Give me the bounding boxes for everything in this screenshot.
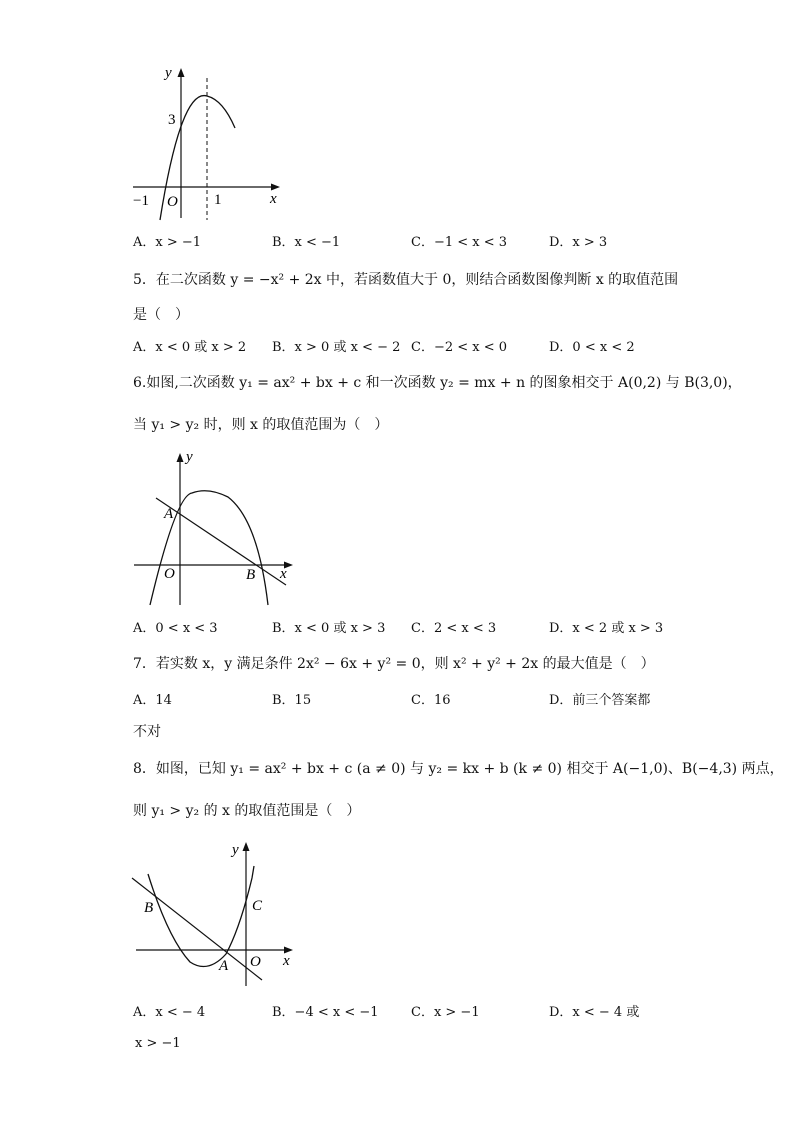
q6-fig-point-a: A	[164, 506, 174, 522]
q5-option-c: C．−2 < x < 0	[411, 340, 508, 355]
q8-fig-point-a: A	[219, 958, 229, 974]
q7-option-a: A．14	[133, 693, 172, 708]
q4-option-d: D．x > 3	[549, 235, 608, 250]
q8-fig-x-label: x	[283, 953, 290, 969]
q7-stem-line1: 7．若实数 x，y 满足条件 2x² − 6x + y² = 0，则 x² + y² + 2x 的最大值是（ ）	[133, 656, 655, 672]
q6-fig-point-b: B	[246, 567, 256, 583]
q8-option-a: A．x < − 4	[133, 1005, 206, 1020]
q8-option-c: C．x > −1	[411, 1005, 480, 1020]
q7-option-d-wrap: 不对	[133, 724, 161, 740]
q8-stem-line2: 则 y₁ > y₂ 的 x 的取值范围是（ ）	[133, 803, 361, 819]
fig4-y-label: y	[165, 65, 172, 81]
q6-option-c: C．2 < x < 3	[411, 621, 497, 636]
q8-fig-point-c: C	[252, 898, 263, 914]
fig4-tick-3: 3	[168, 112, 176, 128]
q8-figure	[128, 838, 303, 988]
q4-option-c: C．−1 < x < 3	[411, 235, 508, 250]
q6-figure	[128, 445, 303, 610]
q8-option-b: B．−4 < x < −1	[272, 1005, 379, 1020]
q6-stem-line2: 当 y₁ > y₂ 时，则 x 的取值范围为（ ）	[133, 417, 389, 433]
q7-option-c: C．16	[411, 693, 451, 708]
q4-figure	[125, 60, 285, 225]
q8-fig-point-b: B	[144, 900, 154, 916]
q6-option-a: A．0 < x < 3	[133, 621, 218, 636]
fig4-tick-neg1: −1	[133, 193, 149, 209]
q8-fig-y-label: y	[232, 842, 239, 858]
fig4-tick-1: 1	[214, 192, 222, 208]
q6-stem-line1: 6.如图,二次函数 y₁ = ax² + bx + c 和一次函数 y₂ = mx + n 的图象相交于 A(0,2) 与 B(3,0)，	[133, 375, 742, 391]
q7-option-b: B．15	[272, 693, 312, 708]
q8-option-d: D．x < − 4 或	[549, 1005, 640, 1020]
q7-option-d: D．前三个答案都	[549, 693, 651, 708]
fig4-x-label: x	[270, 191, 277, 207]
q6-fig-y-label: y	[186, 449, 193, 465]
q5-option-d: D．0 < x < 2	[549, 340, 635, 355]
q6-option-d: D．x < 2 或 x > 3	[549, 621, 664, 636]
q4-option-a: A．x > −1	[133, 235, 202, 250]
q5-option-b: B．x > 0 或 x < − 2	[272, 340, 401, 355]
fig4-origin: O	[167, 194, 178, 210]
q6-fig-origin: O	[164, 566, 175, 582]
q8-stem-line1: 8．如图，已知 y₁ = ax² + bx + c (a ≠ 0) 与 y₂ = kx + b (k ≠ 0) 相交于 A(−1,0)、B(−4,3) 两点，	[133, 761, 784, 777]
q8-option-d-wrap: x > −1	[135, 1036, 181, 1051]
q5-stem-line1: 5．在二次函数 y = −x² + 2x 中，若函数值大于 0，则结合函数图像判断 x 的取值范围	[133, 272, 679, 288]
q6-option-b: B．x < 0 或 x > 3	[272, 621, 386, 636]
q5-option-a: A．x < 0 或 x > 2	[133, 340, 247, 355]
q4-option-b: B．x < −1	[272, 235, 341, 250]
q8-fig-origin: O	[250, 954, 261, 970]
q6-fig-x-label: x	[280, 566, 287, 582]
q5-stem-line2: 是（ ）	[133, 307, 189, 323]
